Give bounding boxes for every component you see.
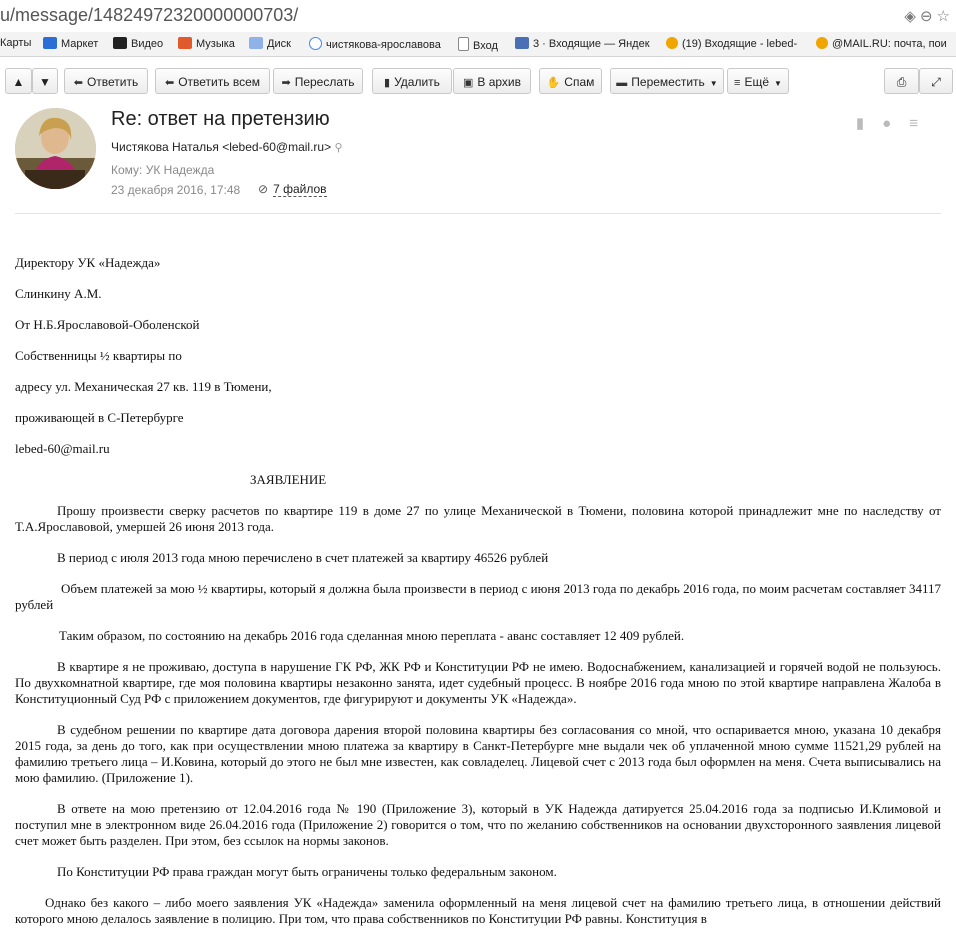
address-line: Собственницы ½ квартиры по xyxy=(15,348,182,363)
reply-icon: ⬅ xyxy=(73,77,83,89)
divider xyxy=(15,213,941,214)
market-icon xyxy=(43,37,57,49)
video-icon xyxy=(113,37,127,49)
bookmark-market[interactable]: Маркет xyxy=(43,37,98,50)
google-icon xyxy=(309,37,322,50)
trash-icon: ▮ xyxy=(384,77,391,89)
reply-button[interactable]: ⬅ Ответить xyxy=(64,68,148,94)
music-icon xyxy=(178,37,192,49)
bookmark-login[interactable]: Вход xyxy=(458,37,498,52)
print-button[interactable] xyxy=(884,68,919,94)
url-text[interactable]: u/message/14824972320000000703/ xyxy=(0,5,299,25)
message-date: 23 декабря 2016, 17:48 xyxy=(111,183,241,197)
header-actions xyxy=(856,114,936,132)
prev-message-button[interactable] xyxy=(5,68,32,94)
print-icon: ⎙ xyxy=(896,75,907,89)
body-paragraph: В квартире я не проживаю, доступа в нарушение ГК РФ, ЖК РФ и Конституции РФ не имею. Водоснабжением, канализацией и горячей водой не пользуюсь. По двухкомнатной квартире, где моя половина квартиры незаконно занята, идет судебный процесс. В ноябре 2016 года мною по этой квартире направлена Жалоба в Конституционный Суд РФ с приложением документов, где фигурируют и документы УК «Надежда». xyxy=(15,659,941,706)
address-line: адресу ул. Механическая 27 кв. 119 в Тюмени, xyxy=(15,379,272,394)
body-paragraph: В ответе на мою претензию от 12.04.2016 года № 190 (Приложение 3), который в УК Надежда датируется 25.04.2016 года за подписью И.Климовой и поступил мне в электронном виде 26.04.2016 года (Приложение 2) говорится о том, что по желанию собственников на основании двухсторонного заявления лицевой счет может быть разделен. При этом, без ссылок на нормы законов. xyxy=(15,801,941,848)
body-paragraph: Однако без какого – либо моего заявления УК «Надежда» заменила оформленный на меня лицевой счет на фамилию третьего лица, в отношении действий которого мною делалось заявление в полицию. При том, что права собственников по Конституции РФ равны. Конституция в xyxy=(15,895,941,926)
bookmark-maps[interactable]: Карты xyxy=(0,37,32,49)
address-line: От Н.Б.Ярославовой-Оболенской xyxy=(15,317,200,332)
paperclip-icon: ⊘ xyxy=(258,182,269,196)
next-message-button[interactable] xyxy=(32,68,58,94)
bookmark-disk[interactable]: Диск xyxy=(249,37,291,50)
forward-icon: ➡ xyxy=(281,77,291,89)
body-paragraph: В судебном решении по квартире дата договора дарения второй половина квартиры без согласования со мной, что оспаривается мною, указана 10 декабря 2015 года, за день до того, как при осуществлении мною платежа за квартиру в Санкт-Петербурге мне выдали чек об уплаченной мною сумме 11521,29 рублей на фамилию третьего лица – И.Ковина, который до этого не был мне известен, как совладелец. Лицевой счет с 2013 года был оформлен на меня. Счета выписывались на мою фамилию. (Приложение 1). xyxy=(15,722,941,785)
unread-dot-icon[interactable]: ● xyxy=(882,115,910,132)
body-paragraph: Прошу произвести сверку расчетов по квартире 119 в доме 27 по улице Механической в Тюмени, половина которой принадлежит мне по наследству от Т.А.Ярославовой, умершей 26 июня 2013 года. xyxy=(15,503,941,534)
body-paragraph: По Конституции РФ права граждан могут быть ограничены только федеральным законом. xyxy=(57,864,557,879)
email-line[interactable]: lebed-60@mail.ru xyxy=(15,441,110,456)
bookmark-yandex-mail[interactable]: 3 · Входящие — Яндек xyxy=(515,37,650,50)
mail-icon xyxy=(515,37,529,49)
arrow-up-icon: ▲ xyxy=(12,75,25,89)
message-header xyxy=(0,100,956,215)
extension-icon[interactable]: ◈ xyxy=(904,8,920,25)
folder-icon: ▬ xyxy=(616,77,628,89)
reply-all-icon: ⬅ xyxy=(164,77,175,89)
address-line: Слинкину А.М. xyxy=(15,286,102,301)
message-recipient: Кому: УК Надежда xyxy=(111,163,215,177)
document-heading: ЗАЯВЛЕНИЕ xyxy=(250,472,327,487)
attachments-link[interactable]: ⊘ 7 файлов xyxy=(258,182,327,196)
archive-button[interactable]: ▣ В архив xyxy=(453,68,531,94)
zoom-icon[interactable]: ⊖ xyxy=(919,8,937,25)
menu-icon[interactable]: ≡ xyxy=(909,115,936,132)
archive-icon: ▣ xyxy=(462,77,474,89)
delete-button[interactable]: ▮ Удалить xyxy=(372,68,452,94)
bookmark-music[interactable]: Музыка xyxy=(178,37,235,50)
disk-icon xyxy=(249,37,263,49)
bookmark-video[interactable]: Видео xyxy=(113,37,163,50)
address-line: Директору УК «Надежда» xyxy=(15,255,161,270)
bookmark-icon[interactable]: ▮ xyxy=(855,115,883,132)
body-paragraph: Объем платежей за мою ½ квартиры, который я должна была произвести в период с июня 2013 года по декабрь 2016 года, по моим расчетам составляет 34117 рублей xyxy=(15,581,941,612)
bookmark-search[interactable]: чистякова-ярославова xyxy=(309,37,441,51)
mailru-icon xyxy=(666,37,678,49)
search-icon[interactable]: ⚲ xyxy=(334,142,343,154)
address-bar[interactable] xyxy=(0,0,956,33)
star-icon[interactable]: ☆ xyxy=(936,8,954,25)
bookmark-inbox[interactable]: (19) Входящие - lebed- xyxy=(666,37,797,50)
avatar[interactable] xyxy=(15,108,96,189)
spam-button[interactable]: ✋ Спам xyxy=(539,68,602,94)
body-paragraph: В период с июля 2013 года мною перечислено в счет платежей за квартиру 46526 рублей xyxy=(57,550,549,565)
arrow-down-icon: ▼ xyxy=(39,75,51,89)
message-body xyxy=(15,230,941,927)
menu-icon: ≡ xyxy=(734,77,741,89)
body-paragraph: Таким образом, по состоянию на декабрь 2016 года сделанная мною переплата - аванс составляет 12 409 рублей. xyxy=(59,628,685,643)
mail-toolbar xyxy=(0,64,956,100)
address-line: проживающей в С-Петербурге xyxy=(15,410,184,425)
forward-button[interactable]: ➡ Переслать xyxy=(273,68,363,94)
expand-icon: ⤢ xyxy=(931,75,941,89)
more-button[interactable]: ≡ Ещё ▼ xyxy=(727,68,789,94)
chevron-down-icon: ▼ xyxy=(774,79,782,88)
chevron-down-icon: ▼ xyxy=(709,79,718,88)
message-sender[interactable]: Чистякова Наталья <lebed-60@mail.ru> ⚲ xyxy=(111,140,343,154)
reply-all-button[interactable]: ⬅ Ответить всем xyxy=(155,68,270,94)
expand-button[interactable] xyxy=(919,68,953,94)
move-button[interactable]: ▬ Переместить ▼ xyxy=(610,68,724,94)
thumb-down-icon: ✋ xyxy=(546,77,561,89)
bookmark-mailru[interactable]: @MAIL.RU: почта, пои xyxy=(816,37,947,50)
addr-icons xyxy=(904,7,954,25)
page-icon xyxy=(458,37,469,51)
mailru-icon xyxy=(816,37,828,49)
bookmarks-bar xyxy=(0,32,956,57)
message-subject: Re: ответ на претензию xyxy=(111,108,330,130)
